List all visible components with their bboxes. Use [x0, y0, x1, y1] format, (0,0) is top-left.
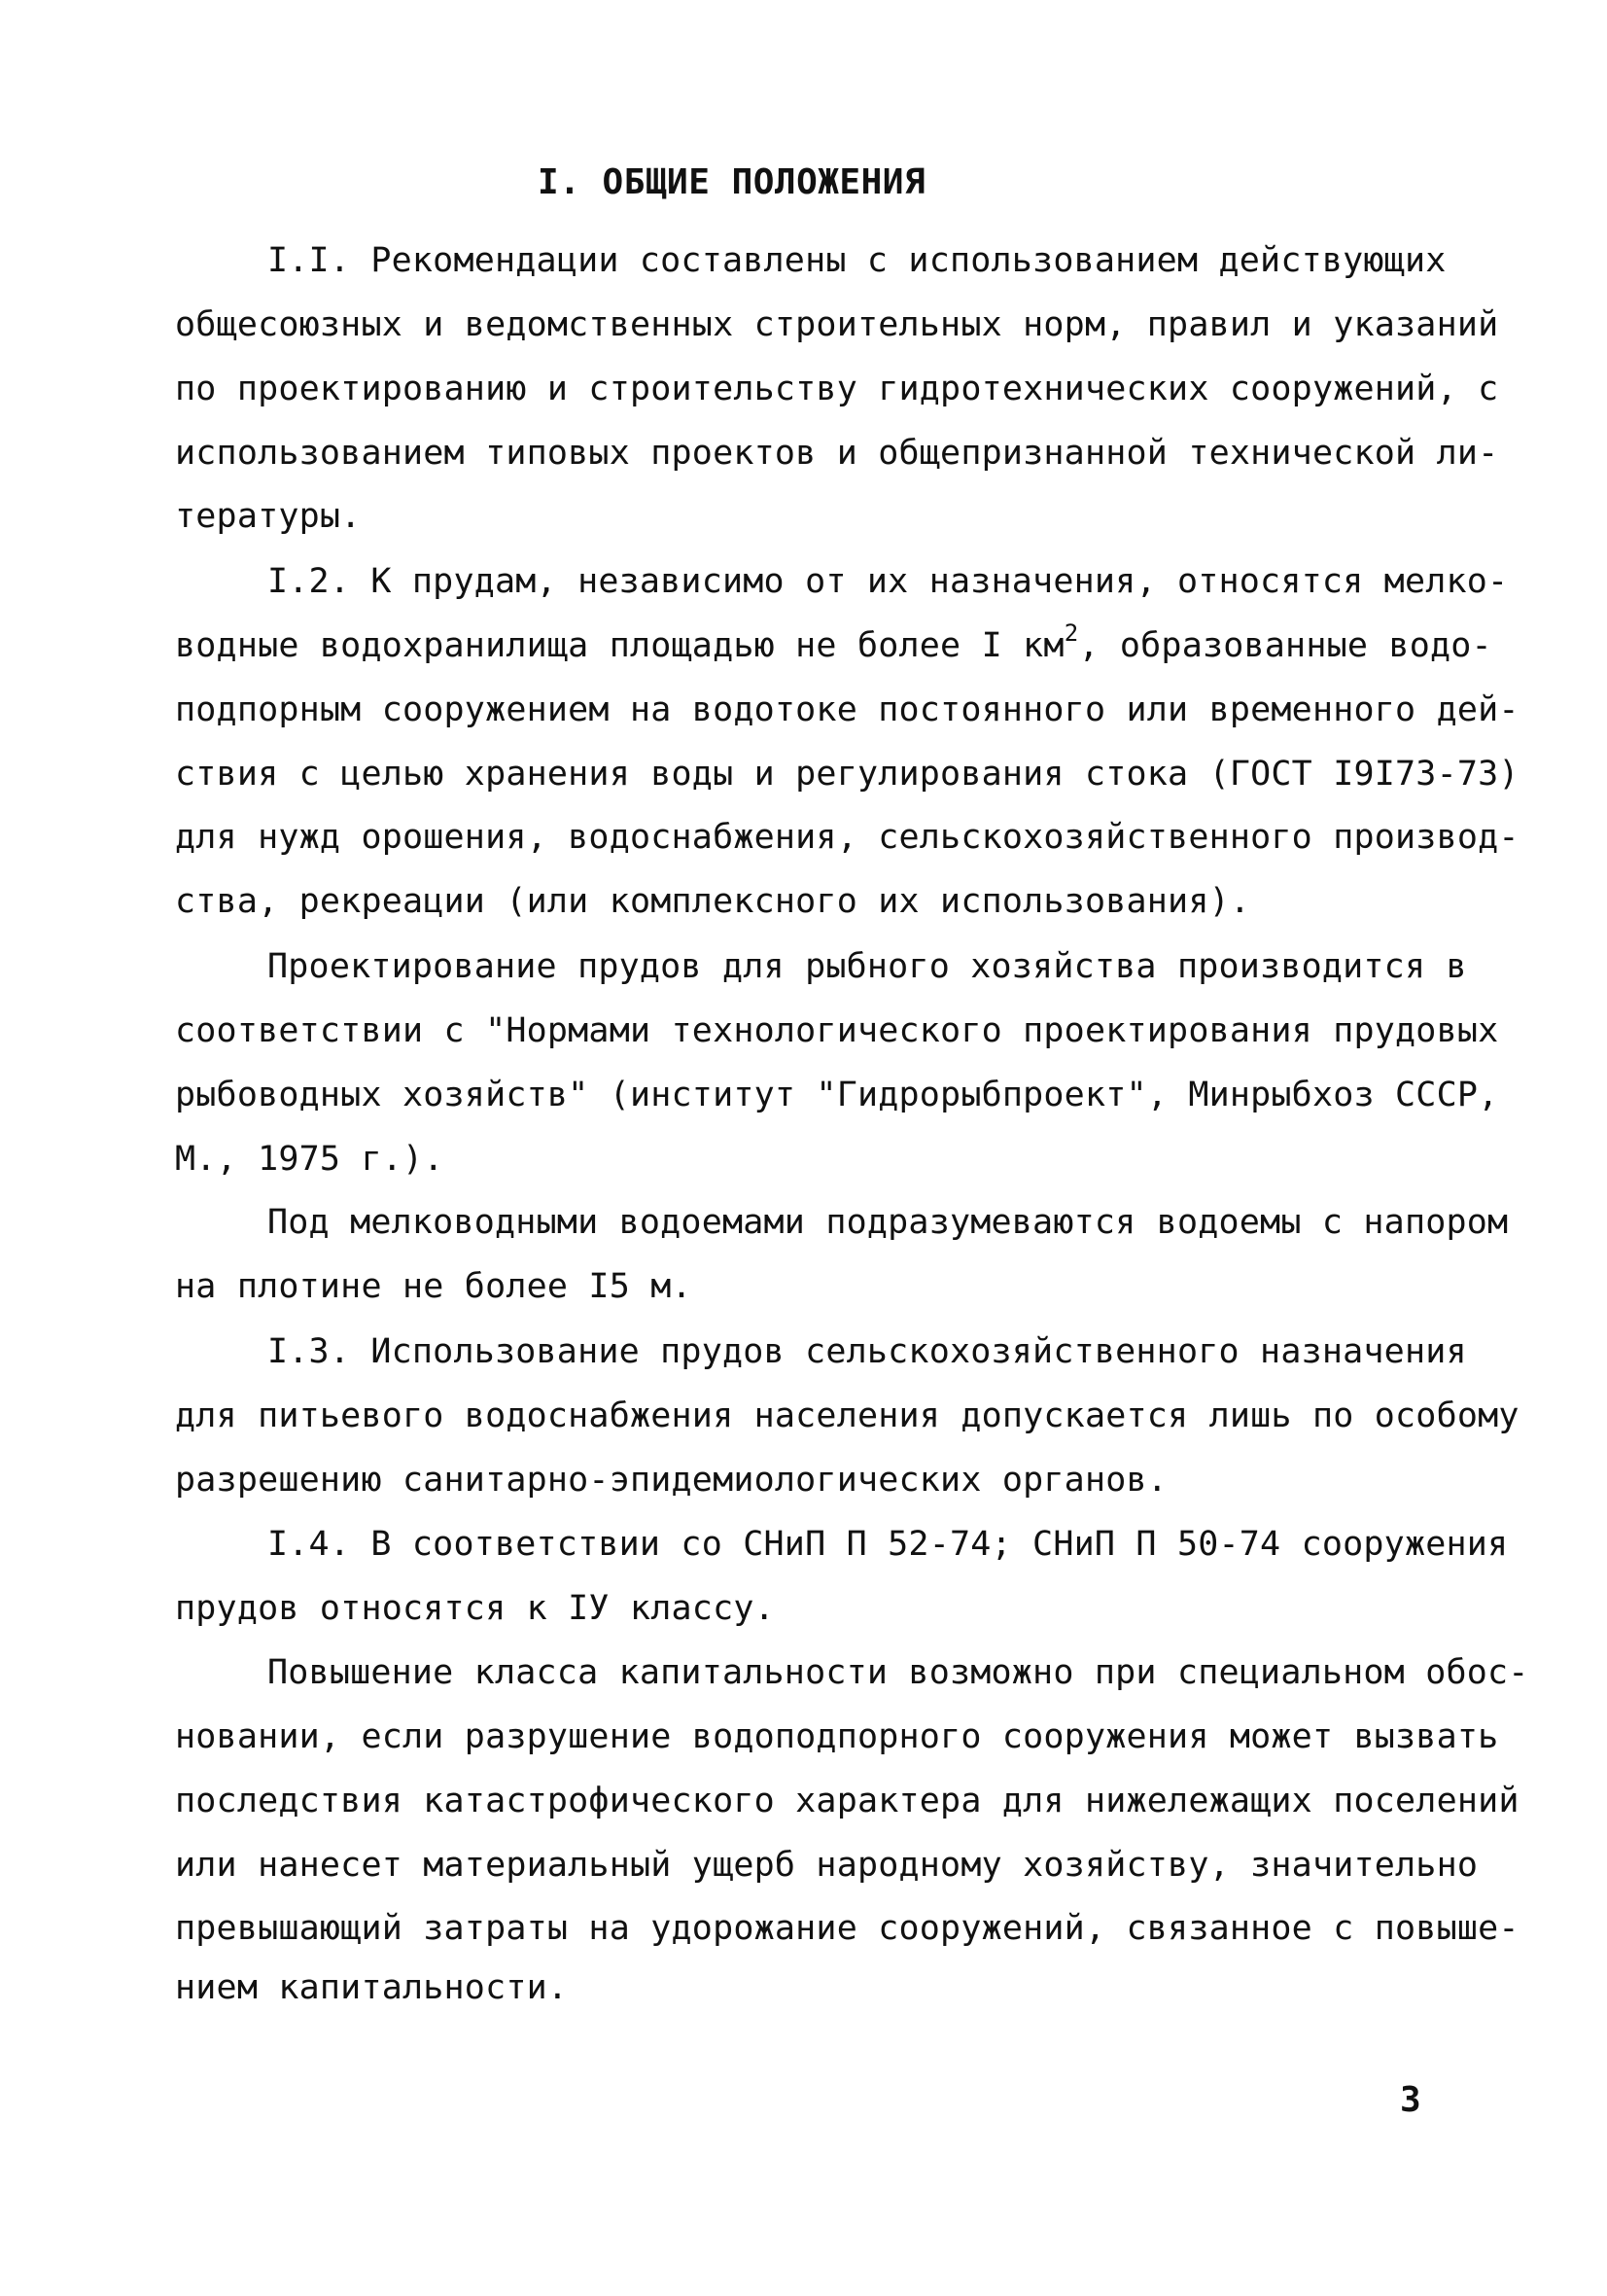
paragraph-1-3-line-1: I.3. Использование прудов сельскохозяйственного назначения — [267, 1332, 1467, 1371]
paragraph-1-1-line-4: использованием типовых проектов и общепризнанной технической ли- — [175, 434, 1499, 473]
paragraph-class-line-3: последствия катастрофического характера для нижележащих поселений — [175, 1782, 1520, 1820]
paragraph-fish-line-2: соответствии с "Нормами технологического проектирования прудовых — [175, 1011, 1499, 1050]
line-2-text-before: водные водохранилища площадью не более I км — [175, 626, 1065, 665]
superscript-2: 2 — [1064, 619, 1079, 647]
paragraph-class-line-6: нием капитальности. — [175, 1968, 569, 2007]
paragraph-class-line-2: новании, если разрушение водоподпорного сооружения может вызвать — [175, 1717, 1499, 1756]
paragraph-1-1-line-3: по проектированию и строительству гидротехнических сооружений, с — [175, 370, 1499, 408]
paragraph-shallow-line-2: на плотине не более I5 м. — [175, 1267, 692, 1306]
line-2-text-after: , образованные водо- — [1078, 626, 1492, 665]
paragraph-class-line-4: или нанесет материальный ущерб народному хозяйству, значительно — [175, 1846, 1479, 1885]
paragraph-1-1-line-2: общесоюзных и ведомственных строительных норм, правил и указаний — [175, 305, 1499, 344]
paragraph-1-2-line-3: подпорным сооружением на водотоке постоянного или временного дей- — [175, 690, 1520, 729]
paragraph-class-line-5: превышающий затраты на удорожание сооружений, связанное с повыше- — [175, 1909, 1520, 1948]
paragraph-1-2-line-4: ствия с целью хранения воды и регулирования стока (ГОСТ I9I73-73) — [175, 755, 1520, 794]
section-heading: I. ОБЩИЕ ПОЛОЖЕНИЯ — [538, 162, 926, 202]
paragraph-1-4-line-1: I.4. В соответствии со СНиП П 52-74; СНиП П 50-74 сооружения — [267, 1525, 1509, 1564]
paragraph-1-2-line-1: I.2. К прудам, независимо от их назначения, относятся мелко- — [267, 562, 1509, 601]
paragraph-1-2-line-6: ства, рекреации (или комплексного их использования). — [175, 882, 1251, 921]
paragraph-shallow-line-1: Под мелководными водоемами подразумеваются водоемы с напором — [267, 1203, 1509, 1242]
paragraph-1-3-line-3: разрешению санитарно-эпидемиологических органов. — [175, 1461, 1169, 1500]
paragraph-1-1-line-1: I.I. Рекомендации составлены с использованием действующих — [267, 241, 1447, 280]
paragraph-fish-line-1: Проектирование прудов для рыбного хозяйства производится в — [267, 947, 1467, 986]
page-number: 3 — [1400, 2080, 1421, 2120]
paragraph-1-3-line-2: для питьевого водоснабжения населения допускается лишь по особому — [175, 1396, 1520, 1435]
paragraph-fish-line-4: М., 1975 г.). — [175, 1140, 444, 1179]
paragraph-fish-line-3: рыбоводных хозяйств" (институт "Гидрорыбпроект", Минрыбхоз СССР, — [175, 1076, 1499, 1114]
paragraph-1-1-line-5: тературы. — [175, 497, 362, 536]
paragraph-1-2-line-2 — [175, 619, 1492, 665]
paragraph-class-line-1: Повышение класса капитальности возможно при специальном обос- — [267, 1653, 1529, 1692]
paragraph-1-2-line-5: для нужд орошения, водоснабжения, сельскохозяйственного производ- — [175, 818, 1520, 857]
paragraph-1-4-line-2: прудов относятся к IУ классу. — [175, 1589, 775, 1628]
